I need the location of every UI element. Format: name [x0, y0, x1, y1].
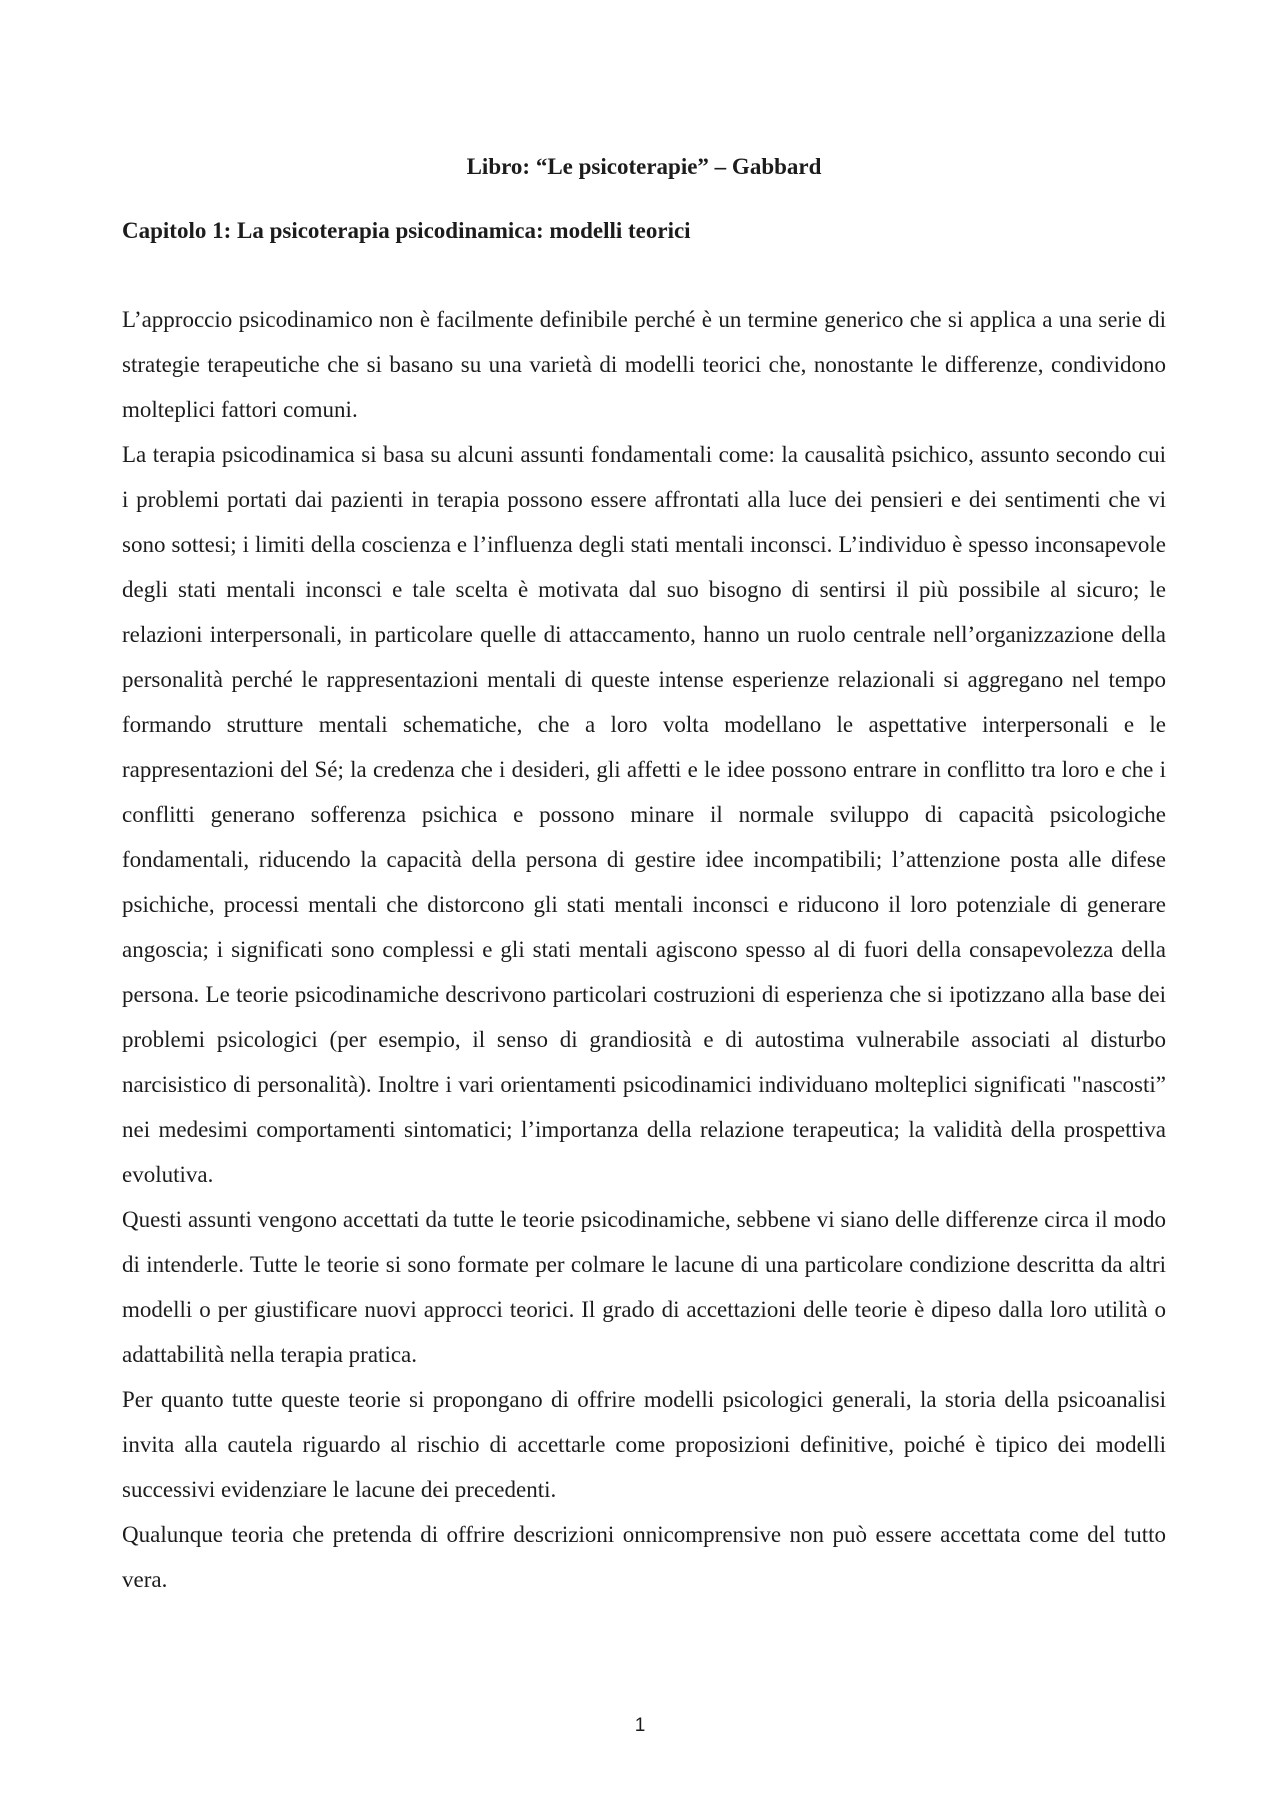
- body-text: [122, 297, 1166, 1602]
- paragraph: Qualunque teoria che pretenda di offrire descrizioni onnicomprensive non può essere accettata come del tutto vera.: [122, 1522, 1166, 1592]
- paragraph: Questi assunti vengono accettati da tutte le teorie psicodinamiche, sebbene vi siano delle differenze circa il modo di intenderle. Tutte le teorie si sono formate per colmare le lacune di una particolare condizione descritta da altri modelli o per giustificare nuovi approcci teorici. Il grado di accettazioni delle teorie è dipeso dalla loro utilità o adattabilità nella terapia pratica.: [122, 1207, 1166, 1367]
- paragraph: Per quanto tutte queste teorie si propongano di offrire modelli psicologici generali, la storia della psicoanalisi invita alla cautela riguardo al rischio di accettarle come proposizioni definitive, poiché è tipico dei modelli successivi evidenziare le lacune dei precedenti.: [122, 1387, 1166, 1502]
- document-title: Libro: “Le psicoterapie” – Gabbard: [466, 154, 822, 179]
- paragraph: L’approccio psicodinamico non è facilmente definibile perché è un termine generico che si applica a una serie di strategie terapeutiche che si basano su una varietà di modelli teorici che, nonostante le differenze, condividono molteplici fattori comuni.: [122, 307, 1166, 422]
- chapter-heading: Capitolo 1: La psicoterapia psicodinamica: modelli teorici: [122, 218, 691, 243]
- page-number: 1: [634, 1715, 646, 1736]
- paragraph: La terapia psicodinamica si basa su alcuni assunti fondamentali come: la causalità psichico, assunto secondo cui i problemi portati dai pazienti in terapia possono essere affrontati alla luce dei pensieri e dei sentimenti che vi sono sottesi; i limiti della coscienza e l’influenza degli stati mentali inconsci. L’individuo è spesso inconsapevole degli stati mentali inconsci e tale scelta è motivata dal suo bisogno di sentirsi il più possibile al sicuro; le relazioni interpersonali, in particolare quelle di attaccamento, hanno un ruolo centrale nell’organizzazione della personalità perché le rappresentazioni mentali di queste intense esperienze relazionali si aggregano nel tempo formando strutture mentali schematiche, che a loro volta modellano le aspettative interpersonali e le rappresentazioni del Sé; la credenza che i desideri, gli affetti e le idee possono entrare in conflitto tra loro e che i conflitti generano sofferenza psichica e possono minare il normale sviluppo di capacità psicologiche fondamentali, riducendo la capacità della persona di gestire idee incompatibili; l’attenzione posta alle difese psichiche, processi mentali che distorcono gli stati mentali inconsci e riducono il loro potenziale di generare angoscia; i significati sono complessi e gli stati mentali agiscono spesso al di fuori della consapevolezza della persona. Le teorie psicodinamiche descrivono particolari costruzioni di esperienza che si ipotizzano alla base dei problemi psicologici (per esempio, il senso di grandiosità e di autostima vulnerabile associati al disturbo narcisistico di personalità). Inoltre i vari orientamenti psicodinamici individuano molteplici significati "nascosti” nei medesimi comportamenti sintomatici; l’importanza della relazione terapeutica; la validità della prospettiva evolutiva.: [122, 442, 1166, 1187]
